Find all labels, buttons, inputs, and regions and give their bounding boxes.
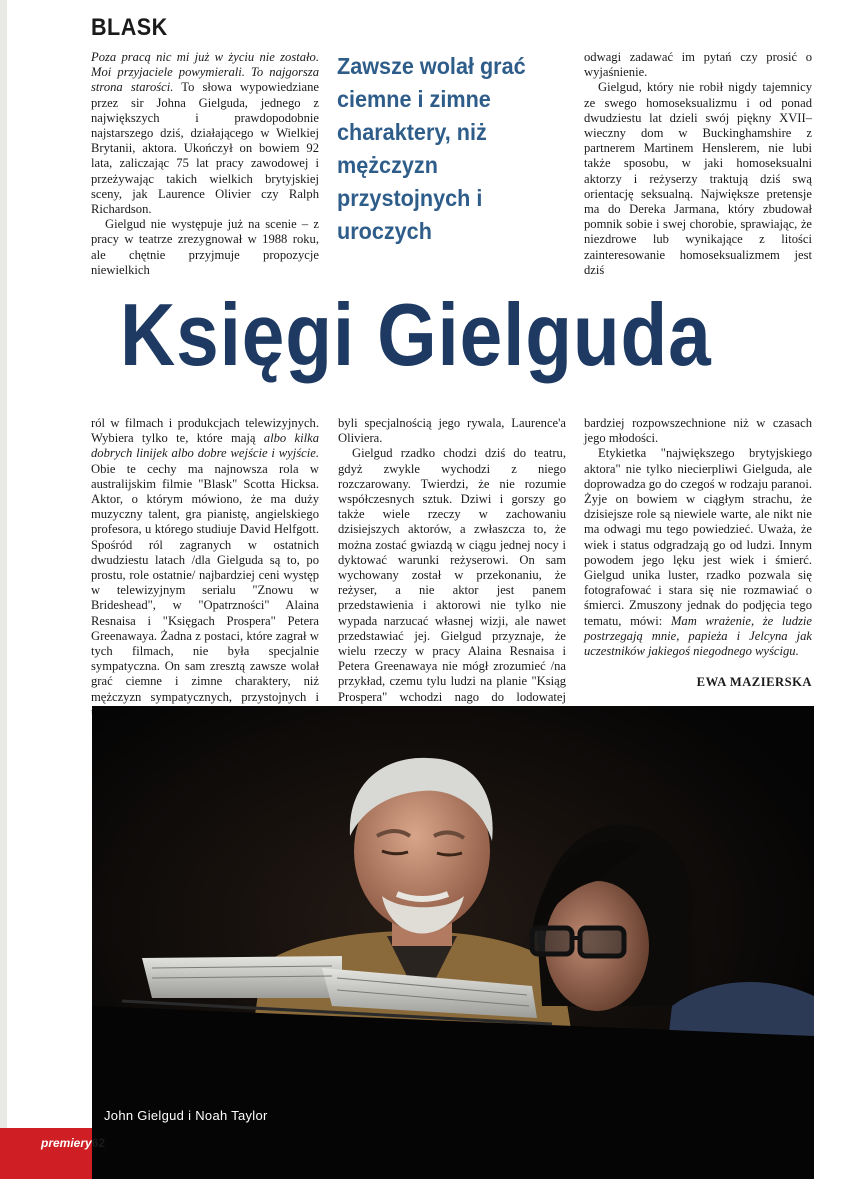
bottom-column-3 <box>584 416 812 659</box>
paragraph: odwagi zadawać im pytań czy prosić o wyjaśnienie. <box>584 50 812 80</box>
section-tag: BLASK <box>91 14 168 41</box>
photo <box>92 706 814 1179</box>
pull-quote: Zawsze wolał grać ciemne i zimne charaktery, niż mężczyzn przystojnych i uroczych <box>337 53 526 244</box>
italic-run: albo kilka dobrych linijek albo dobre wejście i wyjście. <box>91 431 319 461</box>
paragraph: bardziej rozpowszechnione niż w czasach jego młodości. <box>584 416 812 446</box>
page-edge <box>0 0 7 1179</box>
footer-label <box>41 1136 105 1150</box>
top-column-3 <box>584 50 812 278</box>
paragraph: Gielgud nie występuje już na scenie – z pracy w teatrze zrezygnował w 1988 roku, ale chętnie przyjmuje propozycje niewielkich <box>91 217 319 277</box>
paragraph <box>91 416 319 720</box>
magazine-name: premiery <box>41 1136 92 1150</box>
intro-quote: Poza pracą nic mi już w życiu nie zostało. Moi przyjaciele powymierali. To najgorsza strona starości. <box>91 50 319 95</box>
intro-paragraph <box>91 50 319 217</box>
photo-caption: John Gielgud i Noah Taylor <box>104 1108 268 1123</box>
bottom-column-2 <box>338 416 566 720</box>
intro-text: To słowa wypowiedziane przez sir Johna Gielguda, jednego z największych i prawdopodobnie najstarszego dziś, działającego w Wielkiej Brytanii, aktora. Ukończył on bowiem 92 lata, zaliczając 75 lat pracy zawodowej i przeżywając takich wielkich brytyjskiej sceny, jak Laurence Olivier czy Ralph Richardson. <box>91 80 319 217</box>
page-number: 62 <box>91 1136 106 1150</box>
paragraph: Gielgud, który nie robił nigdy tajemnicy ze swego homoseksualizmu i od ponad dwudziestu lat dzieli swój piękny XVII–wieczny dom w Buckinghamshire z partnerem Martinem Henslerem, nie lubi także sposobu, w jaki homoseksualni aktorzy i reżyserzy traktują dziś swą orientację seksualną. Największe pretensje ma do Dereka Jarmana, który zbudował pomnik sobie i swej chorobie, sprawiając, że niezdrowe lub wynikające z litości zainteresowanie homoseksualizmem jest dziś <box>584 80 812 277</box>
quote-italic: Mam wrażenie, że ludzie postrzegają mnie, papieża i Jelcyna jak uczestników jakiegoś niegodnego wyścigu. <box>584 613 812 659</box>
byline: EWA MAZIERSKA <box>696 675 812 689</box>
text-run: Etykietka "największego brytyjskiego aktora" nie tylko niecierpliwi Gielguda, ale doprowadza go do czegoś w rodzaju paranoi. Żyje on bowiem w ciągłym strachu, że dzisiejsze role są niewiele warte, ale nikt nie ma odwagi mu tego powiedzieć. Uważa, że wiek i status odgradzają go od ludzi. Innym powodem jego lęku jest wiek i śmierć. Gielgud unika luster, rzadko pozwala się fotografować i stara się nie rozmawiać o śmierci. Zmuszony jednak do podjęcia tego tematu, mówi: <box>584 446 812 628</box>
headline: Księgi Gielguda <box>120 285 712 384</box>
text-run: Obie te cechy ma najnowsza rola w australijskim filmie "Blask" Scotta Hicksa. Aktor, o którym mówiono, że ma duży muzyczny talent, gra pianistę, angielskiego profesora, u którego studiuje David Helfgott. Spośród ról zagranych w ostatnich dwudziestu latach /dla Gielguda są to, po prostu, role ostatnie/ najbardziej ceni występ w telewizyjnym serialu "Znowu w Brideshead", w "Opatrzności" Alaina Resnaisa i "Księgach Prospera" Petera Greenawaya. Żadna z postaci, które zagrał w tych filmach, nie była specjalnie sympatyczna. On sam zresztą zawsze wolał grać ciemne i zimne charaktery, niż mężczyzn sympatycznych, przystojnych i <box>91 461 319 704</box>
bottom-column-1 <box>91 416 319 720</box>
paragraph <box>584 446 812 659</box>
top-column-1 <box>91 50 319 278</box>
paragraph: byli specjalnością jego rywala, Laurence'a Oliviera. <box>338 416 566 446</box>
text-run: ról w filmach i produkcjach telewizyjnych. Wybiera tylko te, które mają <box>91 416 319 446</box>
paragraph: Gielgud rzadko chodzi dziś do teatru, gdyż zwykle wychodzi z niego rozczarowany. Twierdzi, że nie rozumie współczesnych sztuk. Dziwi i gorszy go także wiele rzeczy w zachowaniu dzisiejszych aktorów, a zwłaszcza to, że można zostać gwiazdą w ciągu jednej nocy i dyktować warunki reżyserowi. On sam wychowany został w przekonaniu, że reżyser, a nie aktor jest panem przedstawienia i aktorowi nie tylko nie wypada narzucać własnej wizji, ale nawet przedstawiać jej. Gielgud przyznaje, że wielu rzeczy w pracy Alaina Resnaisa i Petera Greenawaya nie mógł zrozumieć /na przykład, czemu tylu ludzi na planie "Ksiąg Prospera" wchodzi nago do lodowatej <box>338 446 566 704</box>
